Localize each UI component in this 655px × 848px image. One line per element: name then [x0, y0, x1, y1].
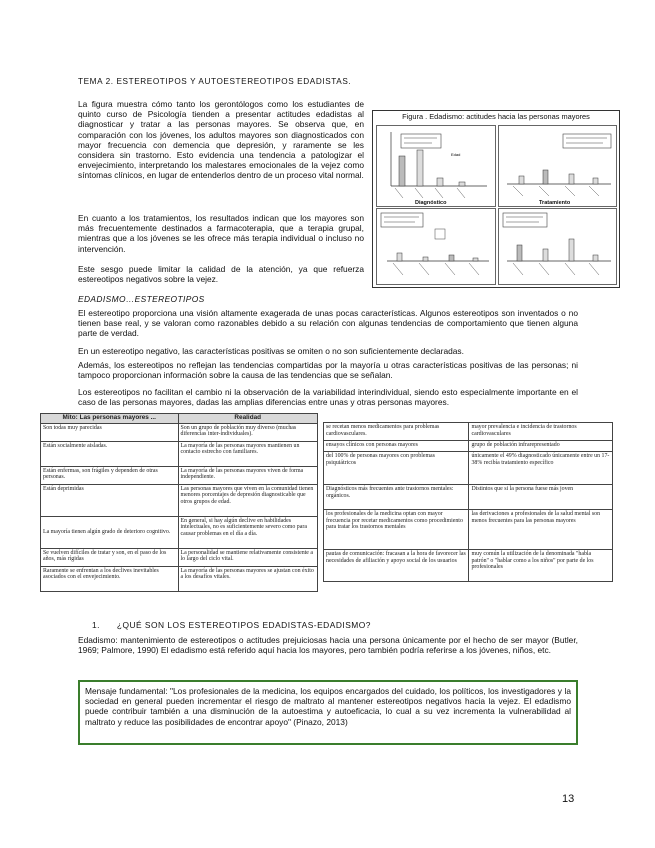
- question-heading: [92, 620, 371, 630]
- table-cell: muy común la utilización de la denominada "habla patrón" o "hablar como a los niños" por parte de los profesionales: [469, 550, 613, 582]
- table-cell: Están socialmente aisladas.: [41, 441, 179, 466]
- figure-panel-treatment-gerontologists: [498, 125, 617, 207]
- table-row: [324, 441, 613, 452]
- table-row: [324, 485, 613, 510]
- intro-paragraph-1: La figura muestra cómo tanto los gerontólogos como los estudiantes de quinto curso de Psicología tienden a presentar actitudes edadistas al diagnosticar y tratar a las personas mayores. Se observa que, en comparación con los jóvenes, los adultos mayores son diagnosticados con mayor frecuencia con demencia que depresión, y raramente se les considera sin trastorno. Esto evidencia una tendencia a patologizar el envejecimiento, interpretando los malestares emocionales de la vejez como síntomas clínicos, en lugar de entenderlos dentro de un proceso vital normal.: [78, 99, 364, 181]
- section-title: TEMA 2. ESTEREOTIPOS Y AUTOESTEREOTIPOS EDADISTAS.: [78, 77, 352, 86]
- key-message-text: Mensaje fundamental: "Los profesionales de la medicina, los equipos encargados del cuidado, los políticos, los investigadores y la sociedad en general pueden incrementar el riesgo de maltrato al mantener estereotipos negativos hacia la vejez. El edadismo puede contribuir también a una disminución de la autoestima y autoeficacia, lo cual a su vez incrementa la vulnerabilidad al maltrato y reduce las posibilidades de encontrar apoyo" (Pinazo, 2013): [85, 686, 571, 727]
- figure-panel-diagnosis-gerontologists: [376, 125, 496, 207]
- table-cell: los profesionales de la medicina optan con mayor frecuencia por recetar medicamentos como procedimiento para tratar los trastornos mentales: [324, 510, 469, 550]
- table-cell: La mayoría de las personas mayores viven de forma independiente.: [178, 466, 318, 484]
- table-cell: Diagnósticos más frecuentes ante trastornos mentales: orgánicos.: [324, 485, 469, 510]
- table-cell: Están enfermas, son frágiles y dependen de otras personas.: [41, 466, 179, 484]
- table-cell: Están deprimidas: [41, 484, 179, 516]
- clinical-ageism-table: [323, 422, 613, 582]
- table-row: [41, 516, 318, 548]
- figure-panel-diagnosis-students: [376, 208, 496, 285]
- table-header-myth: Mito: Las personas mayores ...: [41, 414, 179, 424]
- table-row: [41, 466, 318, 484]
- table-row: [324, 510, 613, 550]
- panel-graphic: [499, 209, 616, 284]
- table-cell: En general, si hay algún declive en habilidades intelectuales, no es suficientemente severo como para causar problemas en el día a día.: [178, 516, 318, 548]
- table-cell: La mayoría tienen algún grado de deterioro cognitivo.: [41, 516, 179, 548]
- table-cell: únicamente el 49% diagnosticado únicamente entre un 17-38% recibía tratamiento específico: [469, 452, 613, 485]
- table-cell: se recetan menos medicamentos para problemas cardiovasculares.: [324, 423, 469, 441]
- table-cell: Son un grupo de población muy diverso (muchas diferencias inter-individuales).: [178, 423, 318, 441]
- table-cell: Distintos que si la persona fuese más joven: [469, 485, 613, 510]
- table-cell: Se vuelven difíciles de tratar y son, en el paso de los años, más rígidas: [41, 548, 179, 566]
- table-row: [41, 423, 318, 441]
- table-cell: Son todas muy parecidas: [41, 423, 179, 441]
- table-row: [41, 548, 318, 566]
- intro-paragraph-2: En cuanto a los tratamientos, los resultados indican que los mayores son más frecuentemente destinados a farmacoterapia, que a terapia grupal, mientras que a los jóvenes se les ofrece más terapia individual o incluso no intervención.: [78, 213, 364, 254]
- table-row: [324, 452, 613, 485]
- myth-reality-table: [40, 413, 318, 592]
- table-cell: Las personas mayores que viven en la comunidad tienen menores porcentajes de depresión diagnosticable que otros grupos de edad.: [178, 484, 318, 516]
- subsection-title: EDADISMO…ESTEREOTIPOS: [78, 294, 205, 304]
- table-cell: las derivaciones a profesionales de la salud mental son menos frecuentes para las personas mayores: [469, 510, 613, 550]
- table-cell: La personalidad se mantiene relativamente consistente a lo largo del ciclo vital.: [178, 548, 318, 566]
- table-cell: grupo de población infrarepresentado: [469, 441, 613, 452]
- table-header-reality: Realidad: [178, 414, 318, 424]
- table-row: [324, 550, 613, 582]
- panel-label-treatment: Tratamiento: [539, 200, 571, 206]
- panel-graphic: [377, 126, 495, 206]
- edadismo-figure: [372, 110, 620, 288]
- table-row: [41, 566, 318, 591]
- key-message-box: [78, 680, 578, 745]
- figure-caption: Figura . Edadismo: actitudes hacia las personas mayores: [402, 112, 590, 121]
- table-cell: Raramente se enfrentan a los declives inevitables asociados con el envejecimiento.: [41, 566, 179, 591]
- table-cell: pautas de comunicación: fracasan a la hora de favorecer las necesidades de afiliación y apoyo social de los usuarios: [324, 550, 469, 582]
- table-row: [324, 423, 613, 441]
- table-header-row: [41, 414, 318, 424]
- intro-paragraph-3: Este sesgo puede limitar la calidad de la atención, ya que refuerza estereotipos negativos sobre la vejez.: [78, 264, 364, 285]
- table-cell: La mayoría de las personas mayores mantienen un contacto estrecho con familiares.: [178, 441, 318, 466]
- figure-panel-treatment-students: [498, 208, 617, 285]
- body-paragraph-4: Los estereotipos no facilitan el cambio ni la observación de la variabilidad interindividual, siendo esto especialmente importante en el caso de las personas mayores, dadas las amplias diferencias entre unas y otras personas mayores.: [78, 387, 578, 408]
- question-title: ¿QUÉ SON LOS ESTEREOTIPOS EDADISTAS-EDADISMO?: [116, 620, 371, 630]
- edadismo-definition: Edadismo: mantenimiento de estereotipos o actitudes prejuiciosas hacia una persona únicamente por el hecho de ser mayor (Butler, 1969; Palmore, 1990) El edadismo está referido aquí hacia los mayores, pero también podría referirse a los jóvenes, niños, etc.: [78, 635, 578, 656]
- panel-graphic: [499, 126, 616, 206]
- body-paragraph-3: Además, los estereotipos no reflejan las tendencias compartidas por la mayoría u otras características positivas de las personas; ni tampoco proporcionan información sobre la causa de las tendencias que se señalan.: [78, 360, 578, 381]
- page-number: 13: [562, 793, 575, 805]
- question-number: 1.: [92, 620, 100, 630]
- table-row: [41, 441, 318, 466]
- table-cell: La mayoría de las personas mayores se ajustan con éxito a los desafíos vitales.: [178, 566, 318, 591]
- table-cell: del 100% de personas mayores con problemas psiquiátricos: [324, 452, 469, 485]
- table-cell: ensayos clínicos con personas mayores: [324, 441, 469, 452]
- body-paragraph-1: El estereotipo proporciona una visión altamente exagerada de unas pocas características. Algunos estereotipos son inventados o no tienen base real, y se valoran como razonables debido a su relación con algunas tendencias de comportamiento que tienen alguna parte de verdad.: [78, 308, 578, 339]
- table-row: [41, 484, 318, 516]
- svg-text:Edad: Edad: [451, 152, 461, 157]
- panel-label-diagnosis: Diagnóstico: [415, 200, 447, 206]
- body-paragraph-2: En un estereotipo negativo, las características positivas se omiten o no son suficientemente declaradas.: [78, 346, 464, 356]
- panel-graphic: [377, 209, 495, 284]
- table-cell: mayor prevalencia e incidencia de trastornos cardiovasculares: [469, 423, 613, 441]
